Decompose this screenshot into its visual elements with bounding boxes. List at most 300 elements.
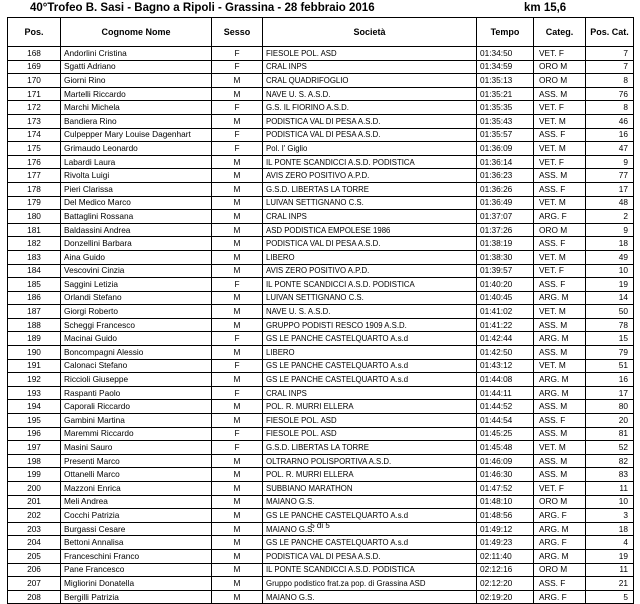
cell-name: Martelli Riccardo	[61, 87, 212, 101]
cell-name: Burgassi Cesare	[61, 522, 212, 536]
cell-sex: M	[212, 74, 263, 88]
cell-category: ASS. M	[534, 454, 586, 468]
cell-category: ORO M	[534, 60, 586, 74]
cell-name: Mazzoni Enrica	[61, 482, 212, 496]
cell-time: 01:34:50	[477, 47, 534, 61]
cell-name: Meli Andrea	[61, 495, 212, 509]
cell-name: Presenti Marco	[61, 454, 212, 468]
cell-name: Rivolta Luigi	[61, 169, 212, 183]
cell-sex: F	[212, 359, 263, 373]
cell-pos: 205	[8, 549, 61, 563]
cell-name: Riccioli Giuseppe	[61, 373, 212, 387]
cell-name: Franceschini Franco	[61, 549, 212, 563]
cell-category: ASS. M	[534, 427, 586, 441]
cell-pos: 170	[8, 74, 61, 88]
cell-society: CRAL INPS	[263, 386, 477, 400]
cell-sex: M	[212, 373, 263, 387]
cell-category: ASS. M	[534, 87, 586, 101]
cell-pos: 176	[8, 155, 61, 169]
cell-name: Ottanelli Marco	[61, 468, 212, 482]
cell-category: ASS. M	[534, 318, 586, 332]
cell-society: IL PONTE SCANDICCI A.S.D. PODISTICA	[263, 563, 477, 577]
cell-sex: F	[212, 386, 263, 400]
cell-pos: 179	[8, 196, 61, 210]
cell-sex: M	[212, 400, 263, 414]
cell-society: AVIS ZERO POSITIVO A.P.D.	[263, 169, 477, 183]
cell-name: Pane Francesco	[61, 563, 212, 577]
cell-time: 01:35:35	[477, 101, 534, 115]
cell-pos: 188	[8, 318, 61, 332]
cell-pos-category: 3	[586, 509, 634, 523]
cell-pos: 174	[8, 128, 61, 142]
cell-category: VET. M	[534, 441, 586, 455]
cell-pos: 175	[8, 142, 61, 156]
cell-sex: M	[212, 468, 263, 482]
cell-pos-category: 10	[586, 495, 634, 509]
cell-society: IL PONTE SCANDICCI A.S.D. PODISTICA	[263, 155, 477, 169]
cell-name: Pieri Clarissa	[61, 182, 212, 196]
cell-category: VET. M	[534, 142, 586, 156]
cell-name: Masini Sauro	[61, 441, 212, 455]
cell-society: POL. R. MURRI ELLERA	[263, 400, 477, 414]
cell-category: ORO M	[534, 74, 586, 88]
cell-pos-category: 8	[586, 74, 634, 88]
cell-name: Calonaci Stefano	[61, 359, 212, 373]
cell-category: ORO M	[534, 495, 586, 509]
cell-category: ORO M	[534, 563, 586, 577]
cell-sex: F	[212, 427, 263, 441]
cell-time: 01:48:10	[477, 495, 534, 509]
cell-pos-category: 76	[586, 87, 634, 101]
cell-sex: F	[212, 441, 263, 455]
cell-pos-category: 11	[586, 563, 634, 577]
cell-name: Labardi Laura	[61, 155, 212, 169]
cell-pos-category: 5	[586, 590, 634, 604]
cell-name: Maremmi Riccardo	[61, 427, 212, 441]
page-number: 5 di 5	[310, 521, 330, 530]
cell-sex: M	[212, 250, 263, 264]
cell-time: 01:49:23	[477, 536, 534, 550]
cell-name: Caporali Riccardo	[61, 400, 212, 414]
cell-time: 01:45:25	[477, 427, 534, 441]
table-row	[8, 454, 634, 468]
cell-society: G.S.D. LIBERTAS LA TORRE	[263, 182, 477, 196]
cell-pos: 207	[8, 577, 61, 591]
race-title: 40°Trofeo B. Sasi - Bagno a Ripoli - Grassina - 28 febbraio 2016	[30, 2, 375, 14]
cell-sex: M	[212, 346, 263, 360]
cell-time: 01:36:23	[477, 169, 534, 183]
table-row	[8, 142, 634, 156]
cell-name: Giorni Rino	[61, 74, 212, 88]
cell-society: GS LE PANCHE CASTELQUARTO A.s.d	[263, 332, 477, 346]
cell-pos: 203	[8, 522, 61, 536]
cell-society: NAVE U. S. A.S.D.	[263, 305, 477, 319]
cell-name: Orlandi Stefano	[61, 291, 212, 305]
cell-pos: 180	[8, 210, 61, 224]
cell-society: MAIANO G.S.	[263, 495, 477, 509]
cell-sex: F	[212, 47, 263, 61]
cell-time: 01:37:26	[477, 223, 534, 237]
cell-society: POL. R. MURRI ELLERA	[263, 468, 477, 482]
cell-pos-category: 77	[586, 169, 634, 183]
cell-pos-category: 50	[586, 305, 634, 319]
cell-pos: 183	[8, 250, 61, 264]
cell-pos: 192	[8, 373, 61, 387]
cell-name: Gambini Martina	[61, 414, 212, 428]
cell-pos: 169	[8, 60, 61, 74]
cell-name: Boncompagni Alessio	[61, 346, 212, 360]
cell-pos: 204	[8, 536, 61, 550]
cell-sex: F	[212, 60, 263, 74]
cell-category: ARG. M	[534, 549, 586, 563]
cell-society: SUBBIANO MARATHON	[263, 482, 477, 496]
cell-sex: M	[212, 114, 263, 128]
cell-pos-category: 83	[586, 468, 634, 482]
cell-name: Bandiera Rino	[61, 114, 212, 128]
cell-pos: 193	[8, 386, 61, 400]
table-row	[8, 264, 634, 278]
cell-time: 01:47:52	[477, 482, 534, 496]
cell-time: 01:35:57	[477, 128, 534, 142]
cell-sex: F	[212, 101, 263, 115]
cell-pos-category: 9	[586, 155, 634, 169]
cell-name: Aina Guido	[61, 250, 212, 264]
cell-category: VET. F	[534, 101, 586, 115]
col-header-poscat: Pos. Cat.	[586, 18, 634, 47]
cell-sex: M	[212, 155, 263, 169]
cell-pos-category: 52	[586, 441, 634, 455]
cell-pos-category: 18	[586, 522, 634, 536]
cell-pos: 190	[8, 346, 61, 360]
cell-category: VET. M	[534, 250, 586, 264]
cell-pos: 199	[8, 468, 61, 482]
cell-time: 01:43:12	[477, 359, 534, 373]
cell-pos: 184	[8, 264, 61, 278]
table-row	[8, 400, 634, 414]
table-row	[8, 441, 634, 455]
cell-sex: M	[212, 291, 263, 305]
cell-pos-category: 82	[586, 454, 634, 468]
table-row	[8, 60, 634, 74]
cell-name: Raspanti Paolo	[61, 386, 212, 400]
cell-pos-category: 17	[586, 182, 634, 196]
cell-time: 01:41:02	[477, 305, 534, 319]
cell-name: Del Medico Marco	[61, 196, 212, 210]
cell-pos-category: 51	[586, 359, 634, 373]
table-row	[8, 346, 634, 360]
cell-category: VET. F	[534, 482, 586, 496]
cell-sex: F	[212, 278, 263, 292]
cell-time: 01:38:30	[477, 250, 534, 264]
table-row	[8, 223, 634, 237]
cell-pos-category: 46	[586, 114, 634, 128]
cell-society: CRAL QUADRIFOGLIO	[263, 74, 477, 88]
cell-society: GS LE PANCHE CASTELQUARTO A.s.d	[263, 359, 477, 373]
cell-society: MAIANO G.S.	[263, 590, 477, 604]
cell-category: VET. M	[534, 305, 586, 319]
cell-category: ASS. F	[534, 577, 586, 591]
cell-name: Marchi Michela	[61, 101, 212, 115]
cell-category: ARG. M	[534, 291, 586, 305]
cell-sex: M	[212, 414, 263, 428]
table-row	[8, 155, 634, 169]
cell-sex: M	[212, 305, 263, 319]
cell-name: Scheggi Francesco	[61, 318, 212, 332]
cell-pos-category: 11	[586, 482, 634, 496]
table-row	[8, 590, 634, 604]
cell-pos-category: 49	[586, 250, 634, 264]
cell-category: ARG. F	[534, 590, 586, 604]
cell-name: Sgatti Adriano	[61, 60, 212, 74]
cell-pos: 187	[8, 305, 61, 319]
cell-sex: M	[212, 482, 263, 496]
cell-category: ASS. M	[534, 468, 586, 482]
race-distance: km 15,6	[524, 2, 567, 14]
cell-time: 01:41:22	[477, 318, 534, 332]
cell-pos-category: 19	[586, 278, 634, 292]
cell-category: VET. M	[534, 114, 586, 128]
cell-society: PODISTICA VAL DI PESA A.S.D.	[263, 128, 477, 142]
table-row	[8, 373, 634, 387]
cell-society: G.S. IL FIORINO A.S.D.	[263, 101, 477, 115]
cell-category: ASS. M	[534, 400, 586, 414]
cell-sex: M	[212, 223, 263, 237]
cell-name: Baldassini Andrea	[61, 223, 212, 237]
cell-pos-category: 16	[586, 373, 634, 387]
cell-name: Giorgi Roberto	[61, 305, 212, 319]
table-row	[8, 101, 634, 115]
cell-pos: 206	[8, 563, 61, 577]
cell-time: 02:12:20	[477, 577, 534, 591]
cell-pos: 178	[8, 182, 61, 196]
cell-pos: 196	[8, 427, 61, 441]
cell-sex: M	[212, 182, 263, 196]
table-row	[8, 332, 634, 346]
cell-time: 01:35:43	[477, 114, 534, 128]
cell-pos-category: 21	[586, 577, 634, 591]
cell-sex: M	[212, 590, 263, 604]
cell-name: Saggini Letizia	[61, 278, 212, 292]
cell-time: 01:42:50	[477, 346, 534, 360]
cell-sex: M	[212, 318, 263, 332]
table-row	[8, 114, 634, 128]
cell-society: GS LE PANCHE CASTELQUARTO A.s.d	[263, 509, 477, 523]
cell-society: FIESOLE POL. ASD	[263, 414, 477, 428]
cell-category: ASS. F	[534, 414, 586, 428]
cell-time: 01:36:14	[477, 155, 534, 169]
cell-sex: M	[212, 522, 263, 536]
cell-society: FIESOLE POL. ASD	[263, 47, 477, 61]
cell-society: MAIANO G.S.	[263, 522, 477, 536]
cell-society: Pol. I' Giglio	[263, 142, 477, 156]
cell-time: 01:40:20	[477, 278, 534, 292]
table-row	[8, 305, 634, 319]
table-row	[8, 563, 634, 577]
cell-time: 01:44:52	[477, 400, 534, 414]
col-header-time: Tempo	[477, 18, 534, 47]
cell-pos-category: 7	[586, 47, 634, 61]
table-header-row	[8, 18, 634, 47]
table-row	[8, 210, 634, 224]
cell-pos: 189	[8, 332, 61, 346]
table-row	[8, 427, 634, 441]
cell-pos: 201	[8, 495, 61, 509]
cell-society: AVIS ZERO POSITIVO A.P.D.	[263, 264, 477, 278]
cell-category: ARG. M	[534, 373, 586, 387]
cell-society: GS LE PANCHE CASTELQUARTO A.s.d	[263, 373, 477, 387]
cell-category: ARG. F	[534, 210, 586, 224]
cell-society: G.S.D. LIBERTAS LA TORRE	[263, 441, 477, 455]
cell-name: Migliorini Donatella	[61, 577, 212, 591]
cell-pos-category: 4	[586, 536, 634, 550]
cell-time: 01:44:11	[477, 386, 534, 400]
cell-time: 01:37:07	[477, 210, 534, 224]
cell-pos-category: 2	[586, 210, 634, 224]
col-header-name: Cognome Nome	[61, 18, 212, 47]
table-row	[8, 169, 634, 183]
cell-pos-category: 14	[586, 291, 634, 305]
cell-pos-category: 48	[586, 196, 634, 210]
col-header-society: Società	[263, 18, 477, 47]
cell-time: 01:36:49	[477, 196, 534, 210]
cell-category: VET. F	[534, 47, 586, 61]
table-row	[8, 549, 634, 563]
cell-sex: M	[212, 495, 263, 509]
cell-sex: F	[212, 332, 263, 346]
cell-pos-category: 18	[586, 237, 634, 251]
table-row	[8, 577, 634, 591]
col-header-pos: Pos.	[8, 18, 61, 47]
cell-time: 02:11:40	[477, 549, 534, 563]
cell-society: CRAL INPS	[263, 60, 477, 74]
cell-time: 01:42:44	[477, 332, 534, 346]
cell-time: 01:46:09	[477, 454, 534, 468]
cell-category: ARG. M	[534, 522, 586, 536]
cell-society: LUIVAN SETTIGNANO C.S.	[263, 291, 477, 305]
cell-sex: M	[212, 577, 263, 591]
cell-category: ASS. F	[534, 237, 586, 251]
table-row	[8, 74, 634, 88]
cell-pos: 197	[8, 441, 61, 455]
cell-sex: M	[212, 87, 263, 101]
cell-category: ORO M	[534, 223, 586, 237]
col-header-cat: Categ.	[534, 18, 586, 47]
table-row	[8, 182, 634, 196]
cell-pos-category: 81	[586, 427, 634, 441]
cell-time: 01:44:08	[477, 373, 534, 387]
cell-name: Donzellini Barbara	[61, 237, 212, 251]
cell-society: ASD PODISTICA EMPOLESE 1986	[263, 223, 477, 237]
cell-category: ASS. M	[534, 346, 586, 360]
cell-sex: M	[212, 196, 263, 210]
cell-sex: F	[212, 142, 263, 156]
table-row	[8, 468, 634, 482]
cell-time: 01:44:54	[477, 414, 534, 428]
cell-category: VET. M	[534, 359, 586, 373]
cell-pos: 191	[8, 359, 61, 373]
table-row	[8, 386, 634, 400]
cell-pos: 202	[8, 509, 61, 523]
cell-name: Battaglini Rossana	[61, 210, 212, 224]
cell-time: 02:12:16	[477, 563, 534, 577]
cell-pos-category: 15	[586, 332, 634, 346]
cell-pos-category: 47	[586, 142, 634, 156]
cell-category: ASS. M	[534, 169, 586, 183]
cell-society: GRUPPO PODISTI RESCO 1909 A.S.D.	[263, 318, 477, 332]
cell-society: Gruppo podistico frat.za pop. di Grassina ASD	[263, 577, 477, 591]
cell-pos: 171	[8, 87, 61, 101]
cell-sex: M	[212, 454, 263, 468]
cell-time: 01:49:12	[477, 522, 534, 536]
cell-sex: M	[212, 536, 263, 550]
table-row	[8, 291, 634, 305]
cell-pos: 200	[8, 482, 61, 496]
page-header	[0, 0, 640, 16]
cell-name: Andorlini Cristina	[61, 47, 212, 61]
results-table	[7, 17, 634, 604]
cell-pos: 177	[8, 169, 61, 183]
cell-category: ARG. F	[534, 509, 586, 523]
cell-category: VET. F	[534, 155, 586, 169]
cell-name: Macinai Guido	[61, 332, 212, 346]
cell-pos-category: 9	[586, 223, 634, 237]
cell-time: 01:46:30	[477, 468, 534, 482]
table-row	[8, 87, 634, 101]
table-row	[8, 250, 634, 264]
cell-pos: 198	[8, 454, 61, 468]
cell-pos: 194	[8, 400, 61, 414]
cell-pos: 168	[8, 47, 61, 61]
cell-pos-category: 78	[586, 318, 634, 332]
cell-time: 01:35:21	[477, 87, 534, 101]
cell-name: Bettoni Annalisa	[61, 536, 212, 550]
cell-pos-category: 8	[586, 101, 634, 115]
cell-pos: 182	[8, 237, 61, 251]
cell-pos-category: 79	[586, 346, 634, 360]
cell-sex: M	[212, 169, 263, 183]
cell-pos: 181	[8, 223, 61, 237]
cell-name: Culpepper Mary Louise Dagenhart	[61, 128, 212, 142]
cell-pos: 208	[8, 590, 61, 604]
cell-name: Grimaudo Leonardo	[61, 142, 212, 156]
table-row	[8, 414, 634, 428]
cell-pos: 195	[8, 414, 61, 428]
cell-pos: 185	[8, 278, 61, 292]
cell-category: VET. F	[534, 264, 586, 278]
cell-time: 01:48:56	[477, 509, 534, 523]
table-row	[8, 495, 634, 509]
cell-society: LIBERO	[263, 346, 477, 360]
table-row	[8, 318, 634, 332]
cell-sex: M	[212, 563, 263, 577]
cell-pos: 172	[8, 101, 61, 115]
cell-society: IL PONTE SCANDICCI A.S.D. PODISTICA	[263, 278, 477, 292]
cell-time: 01:36:26	[477, 182, 534, 196]
cell-time: 01:40:45	[477, 291, 534, 305]
cell-society: CRAL INPS	[263, 210, 477, 224]
cell-pos: 173	[8, 114, 61, 128]
cell-pos-category: 20	[586, 414, 634, 428]
cell-society: FIESOLE POL. ASD	[263, 427, 477, 441]
cell-pos-category: 7	[586, 60, 634, 74]
cell-category: ASS. F	[534, 278, 586, 292]
cell-society: GS LE PANCHE CASTELQUARTO A.s.d	[263, 536, 477, 550]
cell-category: ARG. F	[534, 536, 586, 550]
cell-pos-category: 10	[586, 264, 634, 278]
cell-society: PODISTICA VAL DI PESA A.S.D.	[263, 549, 477, 563]
table-row	[8, 536, 634, 550]
cell-time: 01:39:57	[477, 264, 534, 278]
